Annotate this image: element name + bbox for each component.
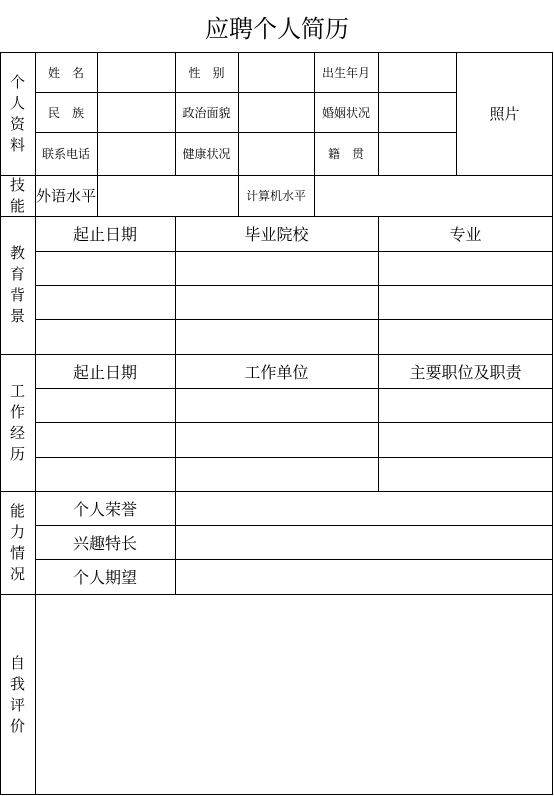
work-dates-field[interactable] — [35, 457, 175, 491]
politics-field[interactable] — [238, 92, 314, 132]
section-label-skills: 技 能 — [9, 175, 25, 215]
birth-label: 出生年月 — [321, 65, 370, 80]
education-dates-field[interactable] — [35, 285, 175, 319]
computer-field[interactable] — [314, 175, 553, 216]
education-header-dates: 起止日期 — [72, 225, 137, 244]
resume-title: 应聘个人简历 — [205, 14, 349, 43]
section-label-education: 教 育 背 景 — [9, 244, 25, 325]
health-label: 健康状况 — [182, 147, 231, 161]
language-label: 外语水平 — [35, 187, 96, 205]
self-evaluation-field[interactable] — [35, 594, 553, 795]
education-header-major: 专业 — [449, 225, 482, 244]
birth-field[interactable] — [378, 52, 456, 92]
name-field[interactable] — [97, 52, 175, 92]
health-field[interactable] — [238, 132, 314, 175]
hobbies-label: 兴趣特长 — [72, 533, 137, 553]
education-school-field[interactable] — [175, 285, 378, 319]
origin-field[interactable] — [378, 132, 456, 175]
work-duties-field[interactable] — [378, 388, 553, 422]
marital-field[interactable] — [378, 92, 456, 132]
education-dates-field[interactable] — [35, 251, 175, 285]
honors-field[interactable] — [175, 491, 553, 525]
politics-label: 政治面貌 — [182, 105, 231, 120]
work-header-dates: 起止日期 — [72, 362, 137, 382]
section-label-work: 工 作 经 历 — [9, 381, 25, 463]
work-employer-field[interactable] — [175, 422, 378, 457]
phone-field[interactable] — [97, 132, 175, 175]
section-label-personal: 个 人 资 料 — [9, 72, 25, 154]
work-dates-field[interactable] — [35, 422, 175, 457]
work-employer-field[interactable] — [175, 457, 378, 491]
section-label-ability: 能 力 情 况 — [9, 501, 25, 583]
ethnicity-label: 民 族 — [47, 105, 84, 120]
computer-label: 计算机水平 — [245, 189, 306, 203]
education-dates-field[interactable] — [35, 319, 175, 354]
expectations-field[interactable] — [175, 559, 553, 594]
education-major-field[interactable] — [378, 319, 553, 354]
education-school-field[interactable] — [175, 319, 378, 354]
hobbies-field[interactable] — [175, 525, 553, 559]
section-label-self-evaluation: 自 我 评 价 — [9, 653, 25, 735]
work-duties-field[interactable] — [378, 422, 553, 457]
phone-label: 联系电话 — [41, 147, 90, 161]
marital-label: 婚姻状况 — [321, 105, 370, 120]
work-dates-field[interactable] — [35, 388, 175, 422]
expectations-label: 个人期望 — [72, 568, 137, 587]
honors-label: 个人荣誉 — [72, 499, 137, 519]
photo-box[interactable]: 照片 — [489, 105, 520, 123]
work-header-employer: 工作单位 — [244, 362, 309, 382]
education-major-field[interactable] — [378, 285, 553, 319]
work-header-duties: 主要职位及职责 — [409, 362, 522, 382]
gender-label: 性 别 — [188, 65, 225, 80]
origin-label: 籍 贯 — [327, 147, 364, 161]
name-label: 姓 名 — [47, 65, 84, 80]
education-header-school: 毕业院校 — [244, 225, 309, 244]
gender-field[interactable] — [238, 52, 314, 92]
language-field[interactable] — [97, 175, 238, 216]
education-major-field[interactable] — [378, 251, 553, 285]
education-school-field[interactable] — [175, 251, 378, 285]
ethnicity-field[interactable] — [97, 92, 175, 132]
work-employer-field[interactable] — [175, 388, 378, 422]
work-duties-field[interactable] — [378, 457, 553, 491]
